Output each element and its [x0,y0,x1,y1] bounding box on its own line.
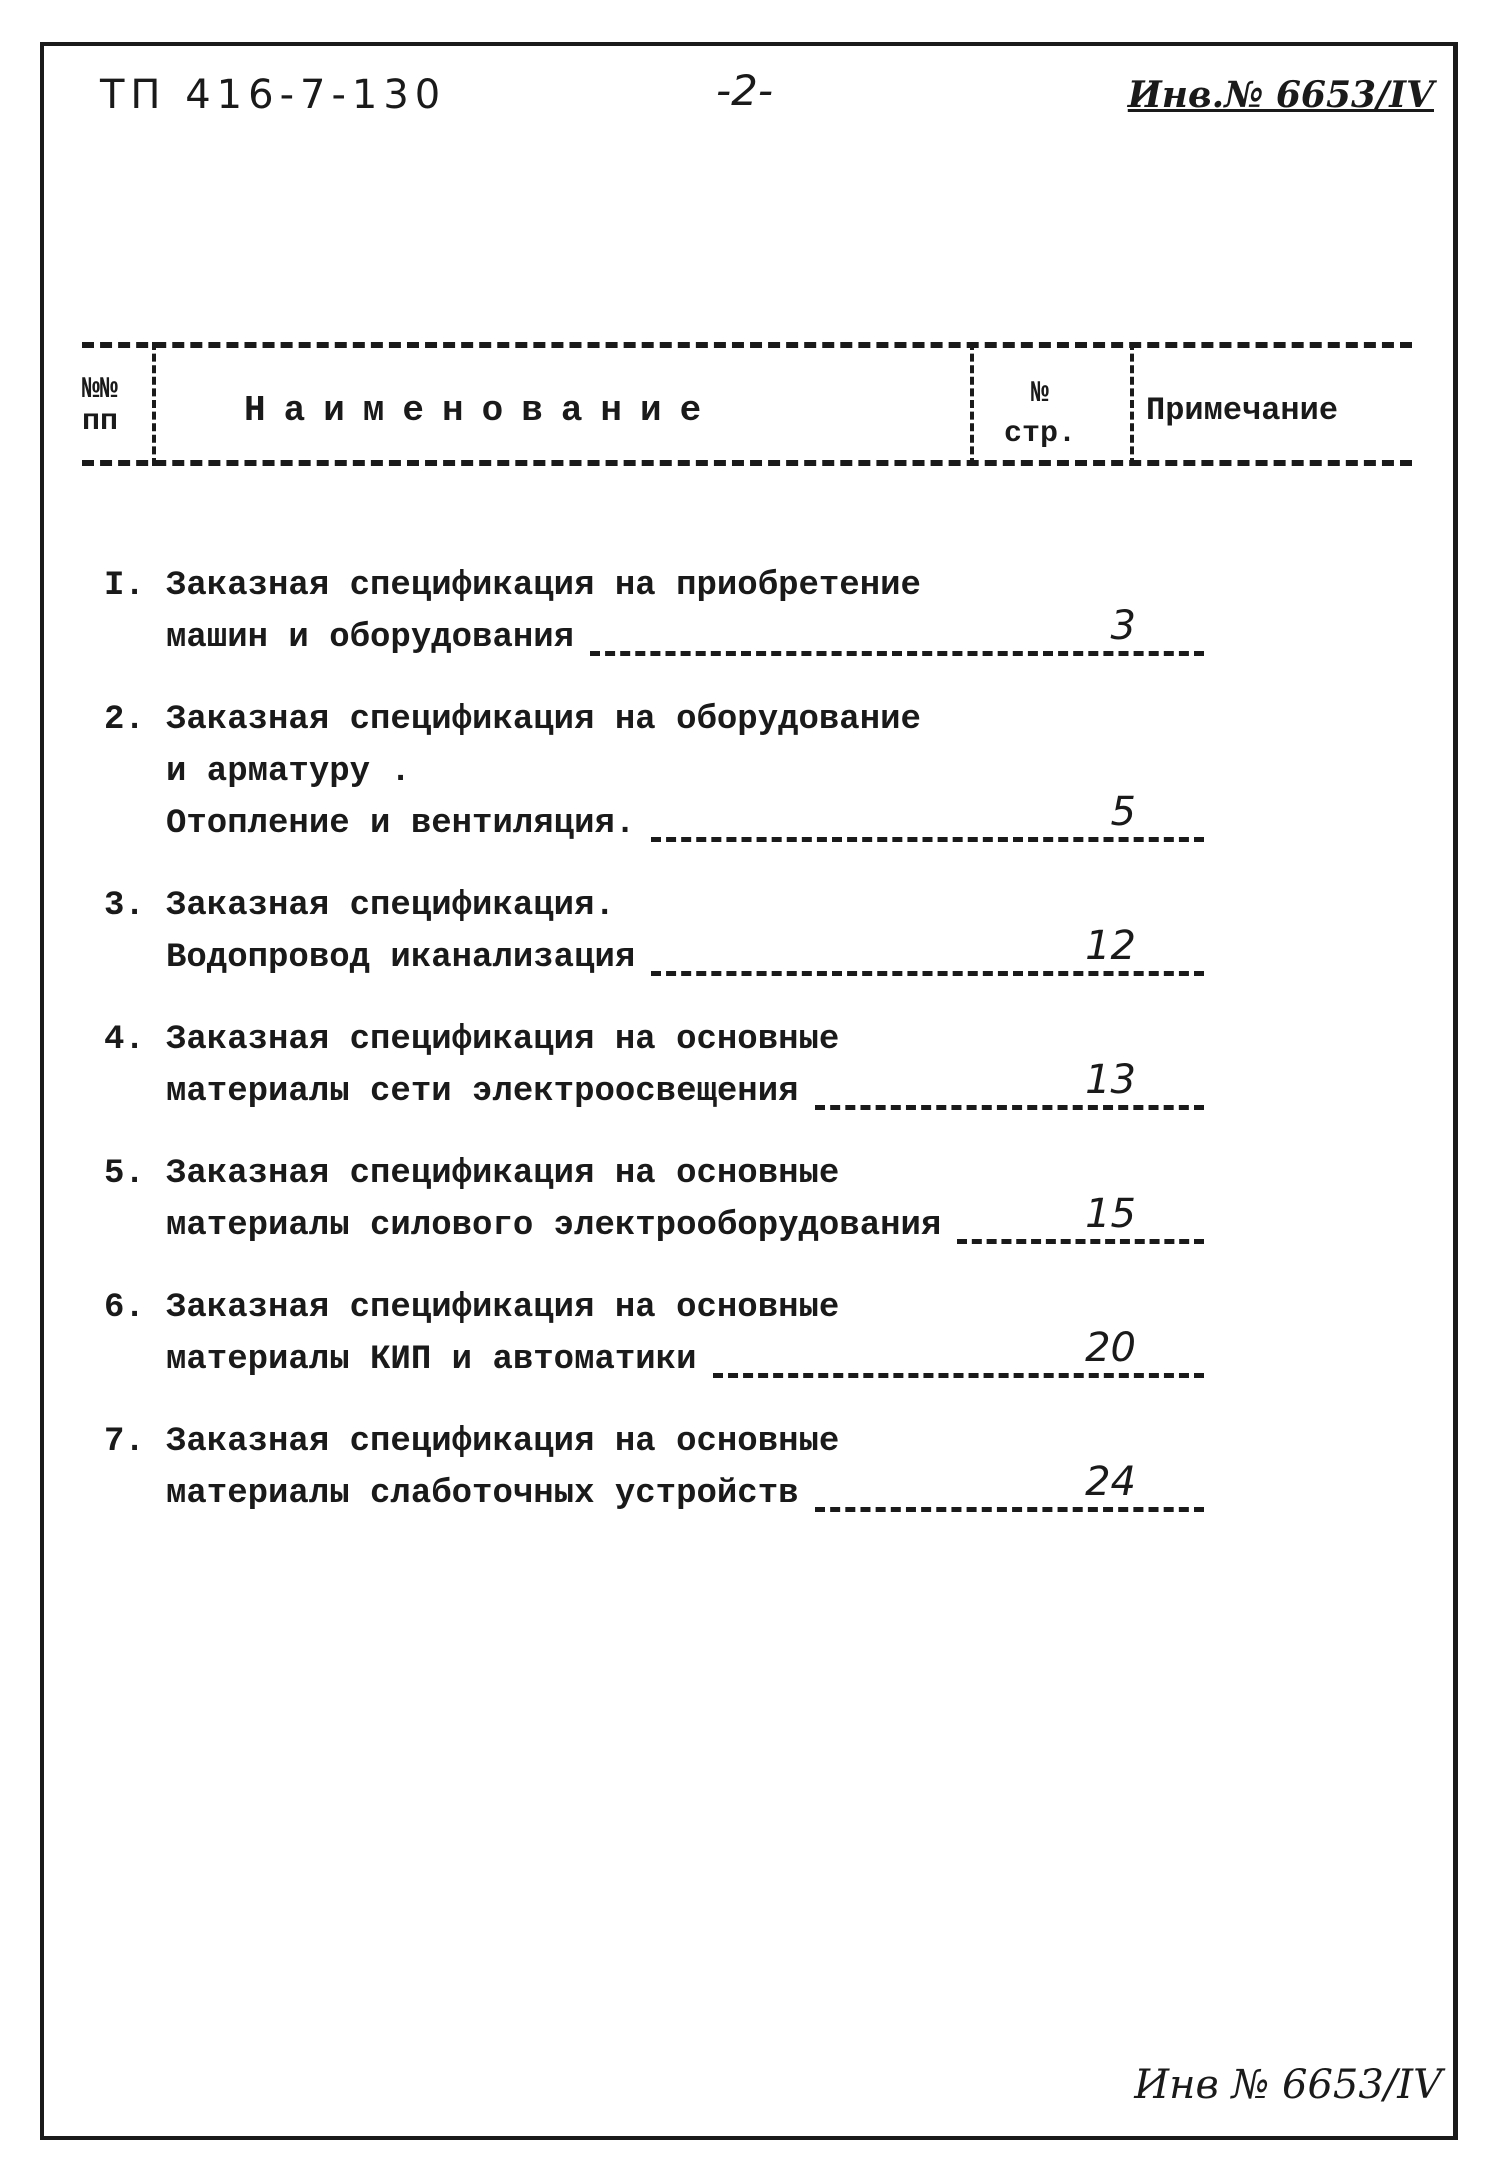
list-item [104,1282,1204,1386]
column-header-note: Примечание [1146,392,1339,429]
table-head-divider [1130,342,1134,466]
leader-dashes [590,603,1204,656]
item-title-line: Заказная спецификация на основные [166,1155,840,1193]
item-number: 5. [104,1155,145,1193]
table-head-bottom-rule [82,460,1412,466]
item-number: 4. [104,1021,145,1059]
item-title-line: Заказная спецификация на основные [166,1021,840,1059]
list-item [104,880,1204,984]
leader-dashes [713,1325,1205,1378]
item-title-line: машин и оборудования [166,619,575,657]
item-title-line: Заказная спецификация. [166,887,615,925]
item-title-line: Заказная спецификация на основные [166,1289,840,1327]
item-title-line: материалы сети электроосвещения [166,1073,799,1111]
item-number: 2. [104,701,145,739]
leader-dashes [651,789,1204,842]
leader-dashes [957,1191,1204,1244]
item-number: 6. [104,1289,145,1327]
item-title-line: Заказная спецификация на приобретение [166,567,921,605]
item-number: I. [104,567,145,605]
item-number: 7. [104,1423,145,1461]
table-head-top-rule [82,342,1412,348]
item-title-line: Заказная спецификация на основные [166,1423,840,1461]
item-page-number: 3 [1110,603,1136,649]
column-header-number: №№ пп [82,373,119,439]
item-page-number: 5 [1110,789,1136,835]
item-page-number: 20 [1085,1325,1136,1371]
page-number: -2- [716,66,774,115]
list-item [104,1416,1204,1520]
item-page-number: 15 [1085,1191,1136,1237]
item-title-line: материалы слаботочных устройств [166,1475,799,1513]
item-page-number: 12 [1085,923,1136,969]
item-title-line: и арматуру . [166,753,411,791]
item-number: 3. [104,887,145,925]
list-item [104,694,1204,850]
column-header-page: № стр. [1003,377,1076,451]
table-head-divider [152,342,156,466]
item-title-line: Отопление и вентиляция. [166,805,636,843]
leader-dashes [815,1057,1204,1110]
list-item [104,1014,1204,1118]
contents-list [104,560,1204,1550]
item-title-line: Заказная спецификация на оборудование [166,701,921,739]
leader-dashes [651,923,1204,976]
item-page-number: 13 [1085,1057,1136,1103]
table-head-divider [970,342,974,466]
list-item [104,560,1204,664]
inventory-number: Инв.№ 6653/IV [1127,74,1434,116]
column-header-name: Наименование [244,390,720,431]
footer-inventory-number: Инв № 6653/IV [1134,2062,1442,2108]
document-code: ТП 416-7-130 [100,72,447,118]
item-title-line: Водопровод иканализация [166,939,636,977]
list-item [104,1148,1204,1252]
item-title-line: материалы КИП и автоматики [166,1341,697,1379]
item-page-number: 24 [1085,1459,1136,1505]
leader-dashes [815,1459,1204,1512]
item-title-line: материалы силового электрооборудования [166,1207,942,1245]
